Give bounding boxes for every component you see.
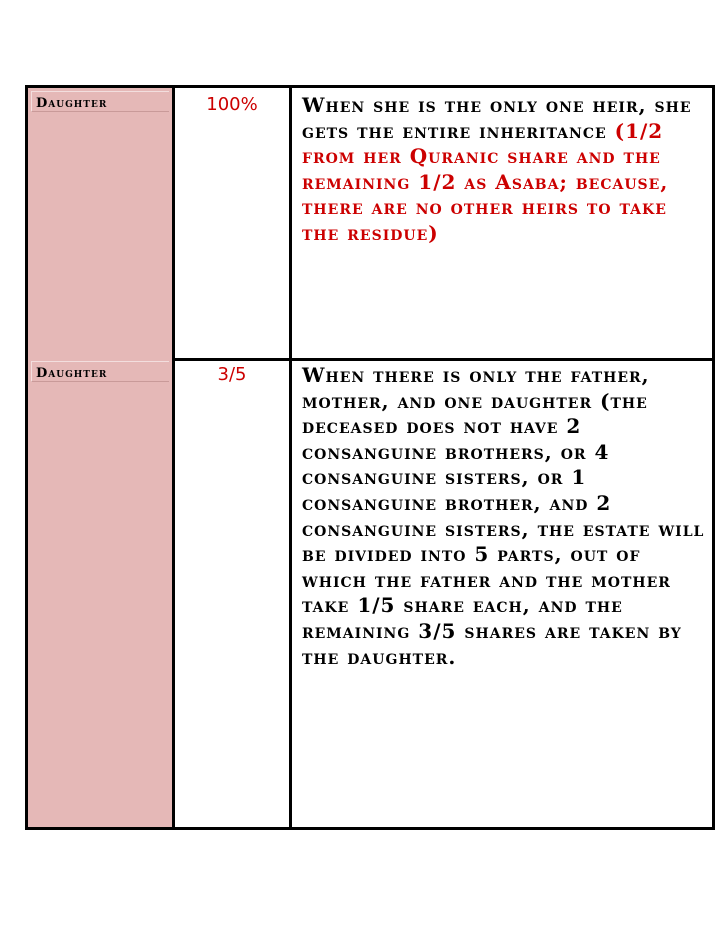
heir-label: Daughter bbox=[31, 361, 169, 382]
description-cell bbox=[292, 358, 712, 827]
description-main: When she is the only one heir, she gets the entire inheritance bbox=[302, 93, 692, 143]
inheritance-table bbox=[25, 85, 715, 830]
description-text bbox=[302, 93, 706, 247]
heir-cell bbox=[28, 88, 175, 358]
description-cell bbox=[292, 88, 712, 358]
description-text: When there is only the father, mother, and one daughter (the deceased does not have 2 consanguine brothers, or 4 consanguine sisters, or 1 consanguine brother, and 2 consanguine sisters, the estate will be divided into 5 parts, out of which the father and the mother take 1/5 share each, and the remaining 3/5 shares are taken by the daughter. bbox=[302, 363, 705, 669]
heir-label: Daughter bbox=[31, 91, 169, 112]
table-row bbox=[28, 88, 712, 361]
share-cell bbox=[175, 358, 292, 827]
share-value: 100% bbox=[206, 94, 258, 115]
heir-cell bbox=[28, 358, 175, 827]
description-highlight: (1/2 from her Quranic share and the remaining 1/2 as Asaba; because, there are no other heirs to take the residue) bbox=[302, 118, 669, 245]
table-row bbox=[28, 358, 712, 827]
share-cell bbox=[175, 88, 292, 358]
share-value: 3/5 bbox=[217, 364, 247, 385]
